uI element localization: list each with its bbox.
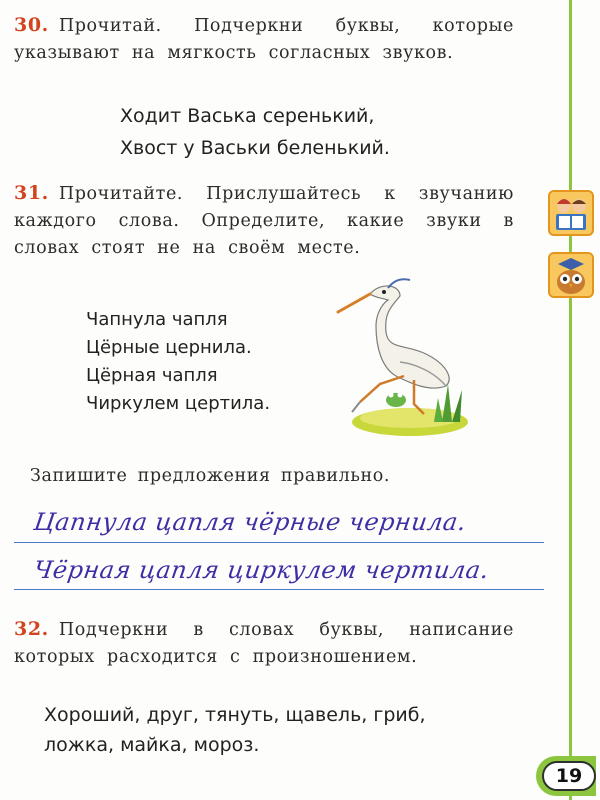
task-30-poem: [120, 100, 390, 164]
task-31-poem: [86, 306, 270, 418]
task-32-number: 32.: [14, 618, 49, 640]
task-32-instruction: 32. Подчеркни в словах буквы, написание которых расходится с произношением.: [14, 618, 514, 667]
task-32-words: [44, 700, 524, 760]
task-30-number: 30.: [14, 14, 49, 36]
poem-line: Хвост у Васьки беленький.: [120, 137, 390, 159]
kids-reading-icon: [548, 190, 594, 236]
writing-rule: [14, 588, 544, 590]
margin-rule: [569, 0, 572, 800]
poem-line: Цёрные цернила.: [86, 337, 252, 358]
writing-rule: [14, 541, 544, 543]
word-line: ложка, майка, мороз.: [44, 734, 260, 756]
task-30-instruction: 30. Прочитай. Подчеркни буквы, которые указывают на мягкость согласных звуков.: [14, 14, 514, 63]
task-31-number: 31.: [14, 182, 49, 204]
poem-line: Чапнула чапля: [86, 309, 228, 330]
poem-line: Чиркулем цертила.: [86, 393, 271, 414]
heron-illustration: [330, 272, 480, 442]
owl-icon: [548, 252, 594, 298]
write-instruction: Запишите предложения правильно.: [30, 466, 391, 486]
handwritten-line: Чёрная цапля циркулем чертила.: [32, 556, 491, 584]
poem-line: Ходит Васька серенький,: [120, 105, 375, 127]
task-31-instruction: 31. Прочитайте. Прислушайтесь к звучанию каждого слова. Определите, какие звуки в словах стоят не на своём месте.: [14, 182, 514, 258]
page-number: 19: [542, 761, 596, 791]
poem-line: Цёрная чапля: [86, 365, 218, 386]
handwritten-line: Цапнула цапля чёрные чернила.: [32, 508, 469, 536]
word-line: Хороший, друг, тянуть, щавель, гриб,: [44, 704, 426, 726]
